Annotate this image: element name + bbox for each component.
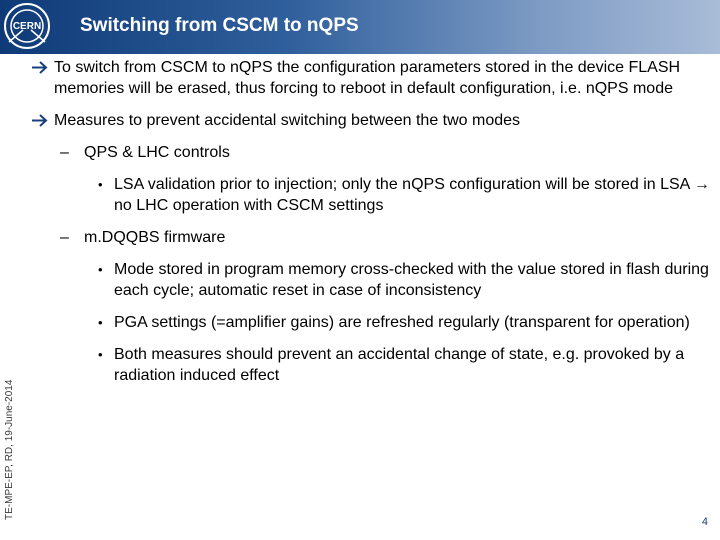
- bullet-switch-process: [30, 57, 710, 99]
- side-footer-label: TE-MPE-EP, RD, 19-June-2014: [4, 379, 15, 520]
- item-text: PGA settings (=amplifier gains) are refreshed regularly (transparent for operation): [114, 314, 690, 331]
- bullet-text: To switch from CSCM to nQPS the configuration parameters stored in the device FLASH memories will be erased, thus forcing to reboot in default configuration, i.e. nQPS mode: [54, 59, 681, 97]
- subheading-text: m.DQQBS firmware: [84, 229, 226, 246]
- bullet-prevention-measures: [30, 110, 710, 131]
- bullet-text: Measures to prevent accidental switching between the two modes: [54, 112, 521, 129]
- item-pga-refresh: [98, 312, 710, 333]
- item-mode-crosscheck: [98, 259, 710, 301]
- slide-header: [0, 0, 720, 54]
- slide-content: [30, 57, 710, 397]
- logo-text: CERN: [12, 21, 42, 32]
- item-text-pre: LSA validation prior to injection; only the nQPS configuration will be stored in LSA: [114, 176, 694, 193]
- dash-marker: –: [60, 229, 69, 246]
- subheading-firmware: [60, 227, 710, 248]
- arrow-right-icon: →: [693, 176, 710, 193]
- subheading-qps-controls: [60, 142, 710, 163]
- cern-logo-icon: [3, 2, 51, 50]
- item-text: Both measures should prevent an accidental change of state, e.g. provoked by a radiation induced effect: [114, 346, 685, 384]
- dot-bullet: •: [98, 177, 103, 192]
- dash-marker: –: [60, 144, 69, 161]
- item-radiation-effect: [98, 344, 710, 386]
- arrow-right-bullet-icon: [30, 57, 50, 78]
- page-number: 4: [701, 516, 708, 528]
- item-text: Mode stored in program memory cross-checked with the value stored in flash during each cycle; automatic reset in case of inconsistency: [114, 261, 709, 299]
- dot-bullet: •: [98, 347, 103, 362]
- slide-title: Switching from CSCM to nQPS: [80, 15, 359, 36]
- dot-bullet: •: [98, 315, 103, 330]
- item-text-post: no LHC operation with CSCM settings: [114, 197, 384, 214]
- dot-bullet: •: [98, 262, 103, 277]
- item-lsa-validation: [98, 174, 710, 216]
- arrow-right-bullet-icon: [30, 110, 50, 131]
- subheading-text: QPS & LHC controls: [84, 144, 230, 161]
